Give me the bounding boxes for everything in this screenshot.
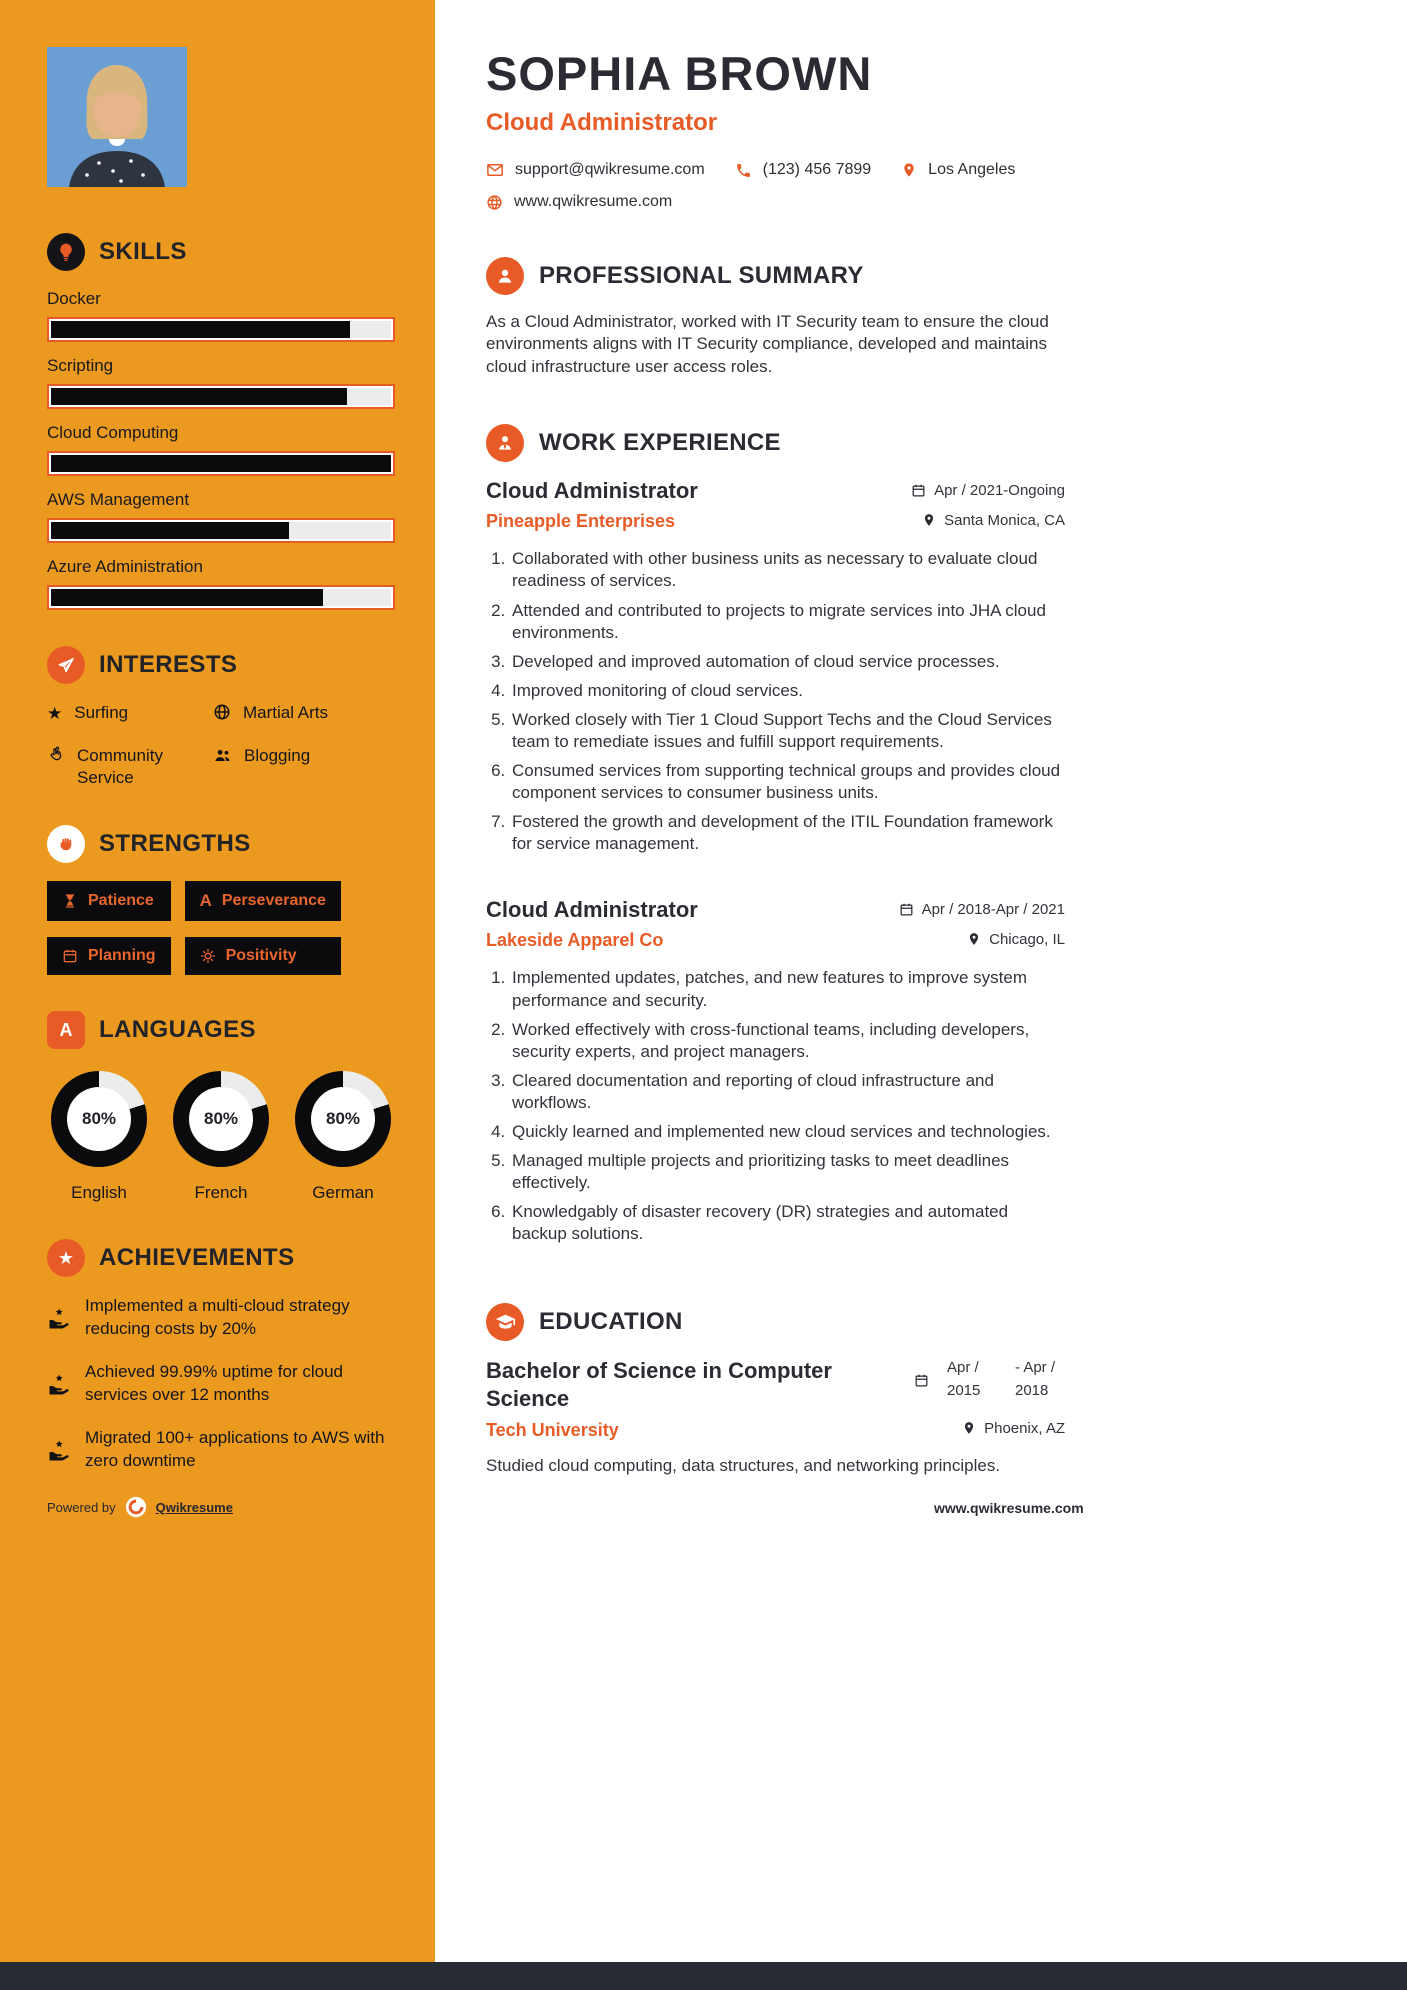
company-name: Lakeside Apparel Co <box>486 930 664 951</box>
job-bullet: 5. Managed multiple projects and prioritizing tasks to meet deadlines effectively. <box>510 1150 1065 1194</box>
language-icon: A <box>47 1011 85 1049</box>
language-percent: 80% <box>81 1109 117 1129</box>
job-bullet: 4. Improved monitoring of cloud services. <box>510 680 1065 702</box>
job-bullet-list <box>486 548 1065 855</box>
interest-label: Community Service <box>77 746 163 788</box>
strength-chip <box>47 937 171 975</box>
education-date-to: - Apr / 2018 <box>1015 1359 1056 1399</box>
medal-star-icon: ★ <box>47 1239 85 1277</box>
hourglass-icon <box>62 893 78 909</box>
language-label: German <box>312 1183 374 1203</box>
job-location: Santa Monica, CA <box>922 512 1065 529</box>
achievement-text: Implemented a multi-cloud strategy reducing costs by 20% <box>85 1296 350 1339</box>
achievement-item <box>47 1295 395 1341</box>
job-title: Cloud Administrator <box>486 478 698 504</box>
education-location: Phoenix, AZ <box>962 1420 1065 1437</box>
interest-item <box>213 745 395 789</box>
education-dates <box>914 1357 1065 1402</box>
paper-plane-icon <box>47 646 85 684</box>
interest-label: Blogging <box>244 746 311 766</box>
skill-label: Scripting <box>47 356 114 375</box>
strength-chip <box>185 881 341 921</box>
skill-item <box>47 423 395 476</box>
hand-star-icon <box>47 1429 71 1473</box>
email-item <box>486 161 705 179</box>
job-bullet: 3. Developed and improved automation of cloud service processes. <box>510 651 1065 673</box>
calendar-icon <box>911 483 926 498</box>
user-icon <box>486 257 524 295</box>
achievement-item <box>47 1427 395 1473</box>
job-entry <box>486 897 1065 1245</box>
skill-label: AWS Management <box>47 490 190 509</box>
language-label: English <box>71 1183 127 1203</box>
company-name: Pineapple Enterprises <box>486 511 676 532</box>
interests-list <box>47 702 395 789</box>
job-bullet: 3. Cleared documentation and reporting of cloud infrastructure and workflows. <box>510 1070 1065 1114</box>
job-dates: Apr / 2021-Ongoing <box>911 482 1065 499</box>
hand-star-icon <box>47 1363 71 1407</box>
languages-heading: LANGUAGES <box>99 1016 256 1044</box>
degree-title: Bachelor of Science in Computer Science <box>486 1358 832 1411</box>
skill-label: Cloud Computing <box>47 423 179 442</box>
location-item <box>901 161 1015 179</box>
hand-star-icon <box>47 1297 71 1341</box>
skill-bar-fill <box>51 455 391 472</box>
language-item <box>169 1071 273 1203</box>
skill-bar-track <box>47 317 395 342</box>
strength-chip <box>185 937 341 975</box>
powered-by <box>47 1496 233 1518</box>
location-text: Los Angeles <box>928 161 1016 178</box>
candidate-title: Cloud Administrator <box>486 109 718 136</box>
job-bullet: 2. Attended and contributed to projects to migrate services into JHA cloud environments. <box>510 600 1065 644</box>
interest-item <box>213 702 395 725</box>
qwikresume-logo-icon <box>125 1496 147 1518</box>
language-percent: 80% <box>203 1109 239 1129</box>
strength-label: Perseverance <box>221 892 326 910</box>
main-content <box>435 0 1407 1990</box>
skill-bar-fill <box>51 522 289 539</box>
education-date-from: Apr / 2015 <box>947 1359 981 1399</box>
experience-section-header <box>486 424 1065 462</box>
lightbulb-icon <box>47 233 85 271</box>
interest-label: Surfing <box>74 703 129 722</box>
job-bullet-list <box>486 967 1065 1245</box>
users-icon <box>213 746 232 765</box>
job-bullet: 2. Worked effectively with cross-functional teams, including developers, security experts, and project managers. <box>510 1019 1065 1063</box>
skill-label: Azure Administration <box>47 557 203 576</box>
qwikresume-link[interactable]: Qwikresume <box>155 1499 233 1515</box>
achievement-text: Migrated 100+ applications to AWS with zero downtime <box>85 1428 385 1470</box>
strength-chip <box>47 881 171 921</box>
strengths-section-header <box>47 825 395 863</box>
job-bullet: 4. Quickly learned and implemented new cloud services and technologies. <box>510 1121 1065 1143</box>
summary-heading: PROFESSIONAL SUMMARY <box>539 262 864 289</box>
graduation-cap-icon <box>486 1303 524 1341</box>
job-entry <box>486 478 1065 855</box>
website-item <box>486 193 672 211</box>
bottom-bar <box>0 1962 1407 1990</box>
languages-section-header <box>47 1011 395 1049</box>
interests-heading: INTERESTS <box>99 651 238 678</box>
strengths-list <box>47 881 395 975</box>
language-item <box>291 1071 395 1203</box>
envelope-icon <box>486 161 504 179</box>
interests-section-header <box>47 646 395 684</box>
footer-site-url[interactable]: www.qwikresume.com <box>934 1500 1084 1516</box>
experience-heading: WORK EXPERIENCE <box>539 429 781 457</box>
skill-bar-track <box>47 518 395 543</box>
skill-item <box>47 490 395 543</box>
achievement-item <box>47 1361 395 1407</box>
contact-row-2 <box>486 193 1065 211</box>
job-bullet: 5. Worked closely with Tier 1 Cloud Support Techs and the Cloud Services team to remediate issues and fulfill support requirements. <box>510 709 1065 753</box>
skill-item <box>47 557 395 610</box>
location-pin-icon <box>901 162 917 178</box>
phone-text: (123) 456 7899 <box>762 161 872 178</box>
achievements-heading: ACHIEVEMENTS <box>99 1244 295 1272</box>
location-pin-icon <box>922 513 936 527</box>
hand-peace-icon <box>47 746 65 764</box>
phone-icon <box>735 162 752 179</box>
school-name: Tech University <box>486 1420 619 1441</box>
interest-item <box>47 702 205 725</box>
phone-item <box>735 161 872 179</box>
skill-item <box>47 356 395 409</box>
job-bullet: 6. Consumed services from supporting technical groups and provides cloud component services to consumer business units. <box>510 760 1065 804</box>
achievements-list <box>47 1295 395 1473</box>
job-title: Cloud Administrator <box>486 897 698 923</box>
user-tie-icon <box>486 424 524 462</box>
education-entry <box>486 1357 1065 1441</box>
skills-section-header <box>47 233 395 271</box>
language-percent: 80% <box>325 1109 361 1129</box>
skill-bar-track <box>47 451 395 476</box>
job-bullet: 6. Knowledgably of disaster recovery (DR) strategies and automated backup solutions. <box>510 1201 1065 1245</box>
sun-icon <box>200 948 216 964</box>
languages-list <box>47 1071 395 1203</box>
language-donut <box>295 1071 391 1167</box>
powered-by-label: Powered by <box>47 1499 116 1515</box>
achievement-text: Achieved 99.99% uptime for cloud services over 12 months <box>85 1362 343 1405</box>
skill-item <box>47 289 395 342</box>
language-donut <box>51 1071 147 1167</box>
star-icon: ★ <box>47 704 63 723</box>
profile-photo <box>47 47 187 187</box>
skill-bar-track <box>47 384 395 409</box>
calendar-icon <box>899 902 914 917</box>
skill-bar-fill <box>51 589 323 606</box>
job-location: Chicago, IL <box>967 931 1065 948</box>
website-text[interactable]: www.qwikresume.com <box>514 193 673 210</box>
achievements-section-header <box>47 1239 395 1277</box>
skills-heading: SKILLS <box>99 238 187 265</box>
location-pin-icon <box>967 932 981 946</box>
education-heading: EDUCATION <box>539 1308 683 1336</box>
calendar-icon <box>914 1358 929 1402</box>
interest-item <box>47 745 205 789</box>
summary-section-header <box>486 257 1065 295</box>
candidate-name: SOPHIA BROWN <box>486 47 873 100</box>
job-dates: Apr / 2018-Apr / 2021 <box>899 901 1065 918</box>
font-icon: A <box>199 891 212 911</box>
strength-label: Positivity <box>225 947 297 965</box>
education-description: Studied cloud computing, data structures, and networking principles. <box>486 1456 1001 1476</box>
contact-row-1 <box>486 161 1065 179</box>
language-donut <box>173 1071 269 1167</box>
skill-label: Docker <box>47 289 101 308</box>
language-label: French <box>194 1183 248 1203</box>
strengths-heading: STRENGTHS <box>99 830 251 858</box>
job-bullet: 1. Collaborated with other business units as necessary to evaluate cloud readiness of services. <box>510 548 1065 592</box>
education-section-header <box>486 1303 1065 1341</box>
skill-bar-fill <box>51 388 347 405</box>
fist-icon <box>47 825 85 863</box>
strength-label: Patience <box>88 892 154 910</box>
summary-text: As a Cloud Administrator, worked with IT Security team to ensure the cloud environments aligns with IT Security compliance, developed and maintains cloud infrastructure user access roles. <box>486 312 1049 376</box>
interest-label: Martial Arts <box>243 703 329 722</box>
sidebar <box>0 0 435 1990</box>
skill-bar-track <box>47 585 395 610</box>
email-text[interactable]: support@qwikresume.com <box>515 161 705 178</box>
skill-bar-fill <box>51 321 350 338</box>
location-pin-icon <box>962 1421 976 1435</box>
job-bullet: 7. Fostered the growth and development of the ITIL Foundation framework for service management. <box>510 811 1065 855</box>
job-bullet: 1. Implemented updates, patches, and new features to improve system performance and security. <box>510 967 1065 1011</box>
calendar-icon <box>62 948 78 964</box>
language-item <box>47 1071 151 1203</box>
globe-web-icon <box>486 194 503 211</box>
strength-label: Planning <box>88 947 156 965</box>
globe-icon <box>213 703 231 721</box>
